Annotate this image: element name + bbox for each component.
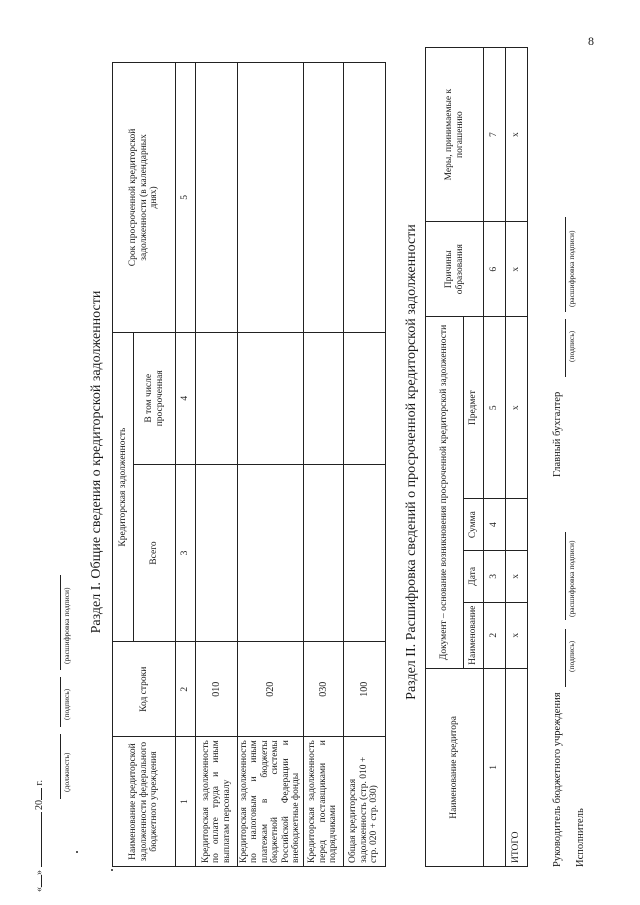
- col-number: 5: [484, 317, 506, 499]
- total-label: ИТОГО: [506, 668, 528, 866]
- header-document: Документ – основание возникновения просроченной кредиторской задолженности: [426, 317, 464, 669]
- col-number: 1: [484, 668, 506, 866]
- header-subject: Предмет: [464, 317, 484, 499]
- col-number: 2: [176, 642, 196, 737]
- col-number: 1: [176, 737, 196, 867]
- x-mark: x: [506, 317, 528, 499]
- position-caption: (должность): [62, 752, 71, 792]
- table-row: [238, 63, 304, 867]
- decipher-caption: (расшифровка подписи): [62, 587, 71, 664]
- col-number: 4: [176, 332, 196, 464]
- row-name: Кредиторская задолженность по налоговым и иным платежам в бюджеты бюджетной системы Российской Федерации и внебюджетные фонды: [238, 737, 304, 867]
- section1-title: Раздел I. Общие сведения о кредиторской задолженности: [89, 290, 104, 634]
- decipher-caption: (расшифровка подписи): [567, 540, 576, 617]
- x-mark: x: [506, 222, 528, 317]
- table-row: [196, 63, 238, 867]
- table-row: [506, 48, 528, 867]
- accountant-label: Главный бухгалтер: [552, 391, 563, 477]
- header-term: Срок просроченной кредиторской задолженности (в календарных днях): [113, 63, 176, 333]
- header-reasons: Причины образования: [426, 222, 484, 317]
- head-label: Руководитель бюджетного учреждения: [552, 692, 563, 867]
- signature-caption: (подпись): [567, 640, 576, 672]
- header-doc-name: Наименование: [464, 602, 484, 668]
- row-code: 010: [196, 642, 238, 737]
- row-name: Кредиторская задолженность перед поставщиками и подрядчиками: [303, 737, 343, 867]
- date-line: «» 20 г.: [34, 780, 45, 892]
- col-number: 3: [176, 464, 196, 642]
- col-number: 2: [484, 602, 506, 668]
- section2-title: Раздел II. Расшифровка сведений о просроченной кредиторской задолженности: [404, 224, 419, 700]
- decipher-caption: (расшифровка подписи): [567, 230, 576, 307]
- signature-caption: (подпись): [567, 330, 576, 362]
- row-code: 030: [303, 642, 343, 737]
- header-total: Всего: [134, 464, 176, 642]
- signature-caption: (подпись): [62, 688, 71, 720]
- col-number: 6: [484, 222, 506, 317]
- section1-table: [112, 62, 386, 867]
- header-name: Наименование кредиторской задолженности федерального бюджетного учреждения: [113, 737, 176, 867]
- row-code: 020: [238, 642, 304, 737]
- header-code: Код строки: [113, 642, 176, 737]
- header-date: Дата: [464, 550, 484, 602]
- x-mark: x: [506, 48, 528, 222]
- row-name: Кредиторская задолженность по оплате труда и иным выплатам персоналу: [196, 737, 238, 867]
- row-name: Общая кредиторская задолженность (стр. 010 + стр. 020 + стр. 030): [343, 737, 385, 867]
- col-number: 5: [176, 63, 196, 333]
- col-number: 3: [484, 550, 506, 602]
- executor-label: Исполнитель: [575, 808, 586, 867]
- x-mark: x: [506, 602, 528, 668]
- col-number: 7: [484, 48, 506, 222]
- page-number: 8: [588, 34, 594, 48]
- section2-table: [425, 47, 528, 867]
- header-measures: Меры, принимаемые к погашению: [426, 48, 484, 222]
- header-sum: Сумма: [464, 499, 484, 551]
- table-row: [303, 63, 343, 867]
- header-creditor: Наименование кредитора: [426, 668, 484, 866]
- table-row: [343, 63, 385, 867]
- rotated-form: [62, 32, 586, 892]
- col-number: 4: [484, 499, 506, 551]
- header-debt: Кредиторская задолженность: [113, 332, 134, 642]
- x-mark: x: [506, 550, 528, 602]
- row-code: 100: [343, 642, 385, 737]
- header-overdue: В том числе просроченная: [134, 332, 176, 464]
